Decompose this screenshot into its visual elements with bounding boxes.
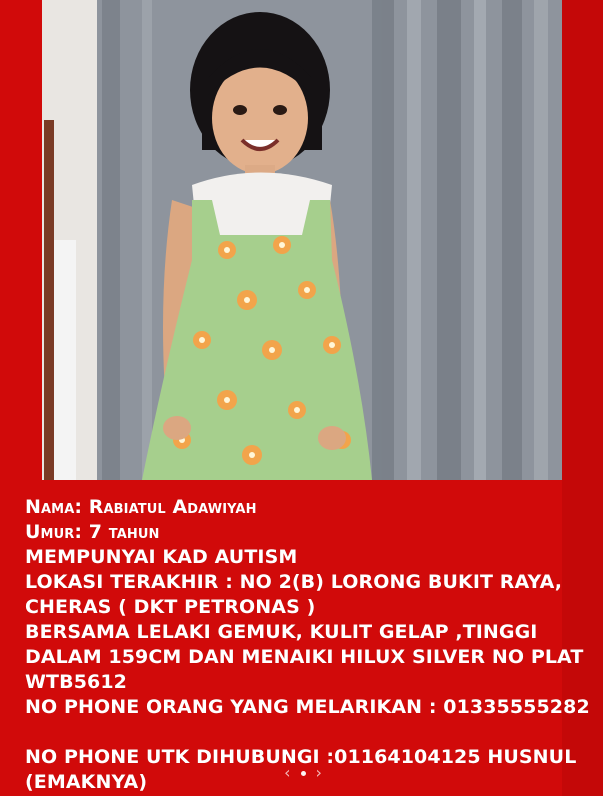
age-line: Umur: 7 tahun	[25, 521, 160, 543]
suspect-line: BERSAMA LELAKI GEMUK, KULIT GELAP ,TINGGI	[25, 621, 538, 643]
poster-details	[25, 495, 590, 795]
spacer	[25, 720, 585, 745]
carousel-dot[interactable]	[301, 771, 306, 776]
contact-phone-line: NO PHONE UTK DIHUBUNGI :01164104125 HUSNUL	[25, 746, 577, 768]
last-location-line-2: CHERAS ( DKT PETRONAS )	[25, 596, 316, 618]
child-photo	[42, 0, 562, 480]
abductor-phone-line: NO PHONE ORANG YANG MELARIKAN : 01335555282	[25, 696, 590, 718]
chevron-right-icon[interactable]: ›	[315, 763, 322, 782]
child-photo-icon	[42, 0, 562, 480]
carousel-indicator	[248, 763, 358, 782]
name-line: Nama: Rabiatul Adawiyah	[25, 496, 257, 518]
plate-line: WTB5612	[25, 671, 127, 693]
last-location-line: LOKASI TERAKHIR : NO 2(B) LORONG BUKIT RAYA,	[25, 571, 563, 593]
chevron-left-icon[interactable]: ‹	[284, 763, 291, 782]
suspect-line-2: DALAM 159CM DAN MENAIKI HILUX SILVER NO PLAT	[25, 646, 584, 668]
contact-name-line: (EMAKNYA)	[25, 771, 148, 793]
autism-card-line: MEMPUNYAI KAD AUTISM	[25, 546, 298, 568]
